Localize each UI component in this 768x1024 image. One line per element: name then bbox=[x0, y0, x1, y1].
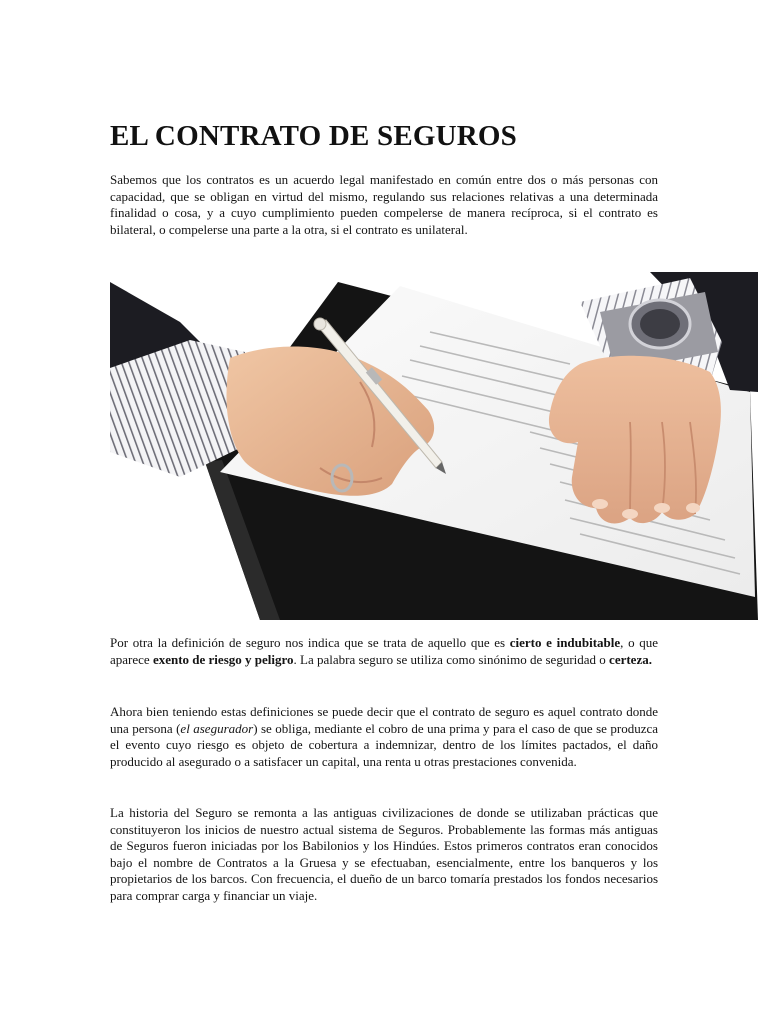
intro-paragraph: Sabemos que los contratos es un acuerdo legal manifestado en común entre dos o más personas con capacidad, que se obligan en virtud del mismo, regulando sus relaciones relativas a una determinada finalidad o cosa, y a cuyo cumplimiento pueden compelerse de manera recíproca, si el contrato es bilateral, o compelerse una parte a la otra, si el contrato es unilateral. bbox=[110, 172, 658, 237]
definition-emphasis: exento de riesgo y peligro bbox=[152, 651, 294, 667]
page-title: EL CONTRATO DE SEGUROS bbox=[110, 120, 518, 152]
contract-signing-photo bbox=[110, 272, 758, 620]
contract-paragraph: Ahora bien teniendo estas definiciones se puede decir que el contrato de seguro es aquel contrato donde una persona (el asegurador) se obliga, mediante el cobro de una prima y para el caso de que se produzca el evento cuyo riesgo es objeto de cobertura a indemnizar, dentro de los límites pactados, el daño producido al asegurado o a satisfacer un capital, una renta u otras prestaciones convenida. bbox=[110, 704, 659, 769]
insurer-term: el asegurador bbox=[180, 720, 254, 736]
definition-emphasis: cierto e indubitable bbox=[509, 635, 621, 650]
definition-paragraph: Por otra la definición de seguro nos indica que se trata de aquello que es cierto e indubitable, o que aparece exento de riesgo y peligro. La palabra seguro se utiliza como sinónimo de seguridad o certeza. bbox=[110, 635, 658, 667]
definition-emphasis: certeza. bbox=[609, 651, 652, 667]
history-paragraph: La historia del Seguro se remonta a las antiguas civilizaciones de donde se utilizaban prácticas que constituyeron los inicios de nuestro actual sistema de Seguros. Probablemente las formas más antiguas de Seguros fueron iniciadas por los Babilonios y los Hindúes. Estos primeros contratos eran conocidos bajo el nombre de Contratos a la Gruesa y se efectuaban, esencialmente, entre los banqueros y los propietarios de los barcos. Con frecuencia, el dueño de un barco tomaría prestados los fondos necesarios para comprar carga y financiar un viaje. bbox=[110, 805, 658, 903]
